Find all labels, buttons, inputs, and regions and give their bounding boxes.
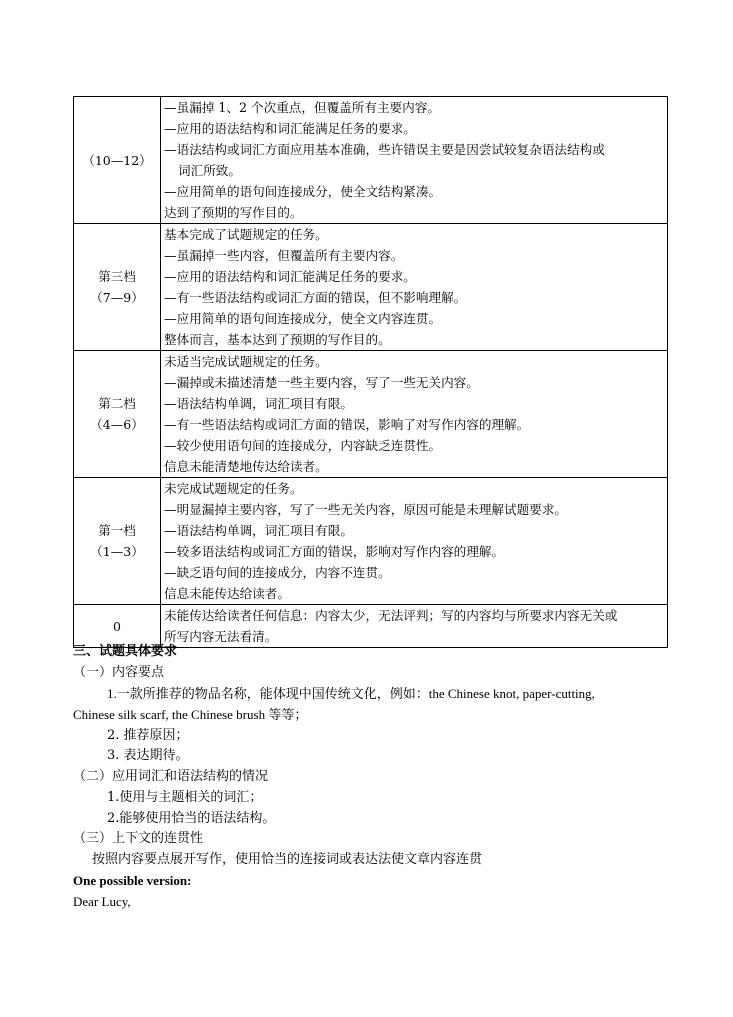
criteria-line: 整体而言，基本达到了预期的写作目的。	[164, 332, 391, 347]
band-label: （1—3）	[90, 544, 144, 559]
criteria-cell	[161, 97, 668, 224]
section-heading: 三、试题具体要求	[73, 644, 178, 659]
criteria-line: 信息未能传达给读者。	[164, 586, 290, 601]
grading-row	[74, 224, 668, 351]
letter-greeting: Dear Lucy,	[73, 894, 131, 909]
requirement-item-vocab: 1.使用与主题相关的词汇；	[107, 790, 263, 805]
band-label: 第三档	[98, 269, 136, 284]
criteria-line: —应用的语法结构和词汇能满足任务的要求。	[164, 121, 416, 136]
criteria-line: —有一些语法结构或词汇方面的错误，影响了对写作内容的理解。	[164, 417, 530, 432]
criteria-line: 信息未能清楚地传达给读者。	[164, 459, 328, 474]
criteria-cell	[161, 351, 668, 478]
criteria-line: —漏掉或未描述清楚一些主要内容，写了一些无关内容。	[164, 375, 479, 390]
criteria-line: —语法结构单调，词汇项目有限。	[164, 523, 353, 538]
criteria-line: —虽漏掉一些内容，但覆盖所有主要内容。	[164, 248, 404, 263]
band-label: 0	[113, 618, 121, 634]
criteria-line: —较少使用语句间的连接成分，内容缺乏连贯性。	[164, 438, 442, 453]
criteria-cell	[161, 478, 668, 605]
subheading-coherence: （三）上下文的连贯性	[73, 831, 204, 846]
subheading-vocabulary-grammar: （二）应用词汇和语法结构的情况	[73, 769, 269, 784]
grading-row	[74, 97, 668, 224]
criteria-line: —应用简单的语句间连接成分，使全文结构紧凑。	[164, 184, 442, 199]
band-cell	[74, 97, 161, 224]
band-cell	[74, 224, 161, 351]
criteria-line: 所写内容无法看清。	[164, 629, 278, 644]
band-cell	[74, 478, 161, 605]
criteria-line: 未适当完成试题规定的任务。	[164, 354, 328, 369]
requirement-item-1b: Chinese silk scarf, the Chinese brush 等等；	[73, 707, 308, 722]
version-label: One possible version:	[73, 873, 192, 888]
grading-row	[74, 478, 668, 605]
band-label: 第二档	[98, 396, 136, 411]
band-label: （10—12）	[82, 152, 152, 168]
criteria-line: 未完成试题规定的任务。	[164, 481, 303, 496]
criteria-line: 基本完成了试题规定的任务。	[164, 227, 328, 242]
grading-table	[73, 96, 668, 648]
criteria-line: 未能传达给读者任何信息：内容太少，无法评判；写的内容均与所要求内容无关或	[164, 608, 618, 623]
criteria-line: —有一些语法结构或词汇方面的错误，但不影响理解。	[164, 290, 467, 305]
criteria-line: —语法结构或词汇方面应用基本准确，些许错误主要是因尝试较复杂语法结构或	[164, 142, 605, 157]
band-label: （7—9）	[90, 290, 144, 305]
subheading-content-points: （一）内容要点	[73, 665, 165, 680]
band-label: 第一档	[98, 523, 136, 538]
criteria-line: 词汇所致。	[178, 163, 241, 178]
criteria-cell	[161, 605, 668, 648]
requirement-item-1a: 1.一款所推荐的物品名称，能体现中国传统文化，例如：the Chinese knot, paper-cutting,	[107, 686, 595, 701]
criteria-line: —较多语法结构或词汇方面的错误，影响对写作内容的理解。	[164, 544, 505, 559]
requirement-item-3: 3. 表达期待。	[107, 748, 189, 763]
band-label: （4—6）	[90, 417, 144, 432]
criteria-line: —虽漏掉 1、2 个次重点，但覆盖所有主要内容。	[164, 100, 440, 115]
criteria-line: —明显漏掉主要内容，写了一些无关内容，原因可能是未理解试题要求。	[164, 502, 567, 517]
criteria-cell	[161, 224, 668, 351]
criteria-line: —应用简单的语句间连接成分，使全文内容连贯。	[164, 311, 442, 326]
criteria-line: —应用的语法结构和词汇能满足任务的要求。	[164, 269, 416, 284]
requirement-item-grammar: 2.能够使用恰当的语法结构。	[107, 811, 276, 826]
criteria-line: —缺乏语句间的连接成分，内容不连贯。	[164, 565, 391, 580]
band-cell	[74, 351, 161, 478]
criteria-line: —语法结构单调，词汇项目有限。	[164, 396, 353, 411]
requirement-item-2: 2. 推荐原因；	[107, 728, 189, 743]
grading-row	[74, 351, 668, 478]
coherence-paragraph: 按照内容要点展开写作，使用恰当的连接词或表达法使文章内容连贯	[92, 852, 483, 867]
criteria-line: 达到了预期的写作目的。	[164, 205, 303, 220]
